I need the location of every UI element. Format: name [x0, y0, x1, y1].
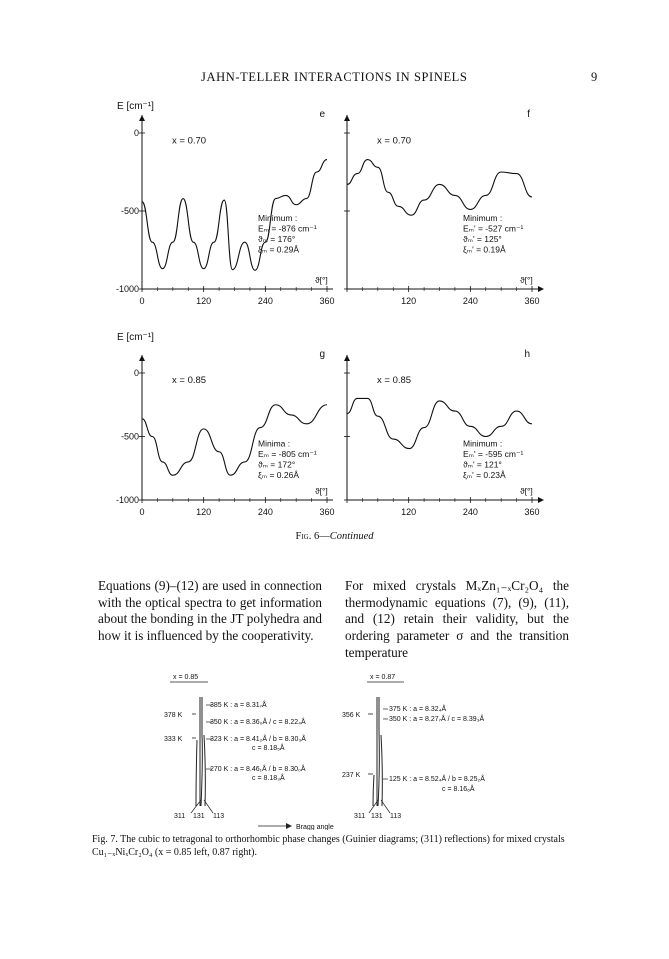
arrow-up-icon	[344, 115, 350, 121]
fig7-left-refl-113: 113	[213, 813, 225, 820]
x-axis-label: ϑ[°]	[520, 275, 533, 285]
fig7-right-refl-311: 311	[354, 813, 366, 820]
y-tick-label: -1000	[115, 284, 139, 294]
x-tick-label: 240	[462, 296, 478, 306]
y-tick-label: 0	[133, 368, 139, 378]
minimum-info-line: ξₘ' = 0.19Å	[463, 244, 506, 255]
fig7-left-refl-131: 131	[193, 813, 205, 820]
x-tick-label: 360	[319, 296, 335, 306]
energy-curve	[142, 160, 327, 271]
minimum-info-line: ϑₘ = 176°	[258, 234, 296, 244]
figure-6-caption	[0, 531, 669, 542]
fig7-right-entry-1: 375 K : a = 8.32₄Å	[389, 706, 447, 713]
fig7-right-refl-131: 131	[371, 813, 383, 820]
energy-curve	[347, 398, 532, 448]
x-tick-label: 120	[196, 296, 212, 306]
y-tick-label: -1000	[115, 495, 139, 505]
fig7-right-temp-1: 356 K	[342, 712, 361, 719]
composition-label: x = 0.70	[377, 135, 412, 147]
page-number: 9	[591, 70, 598, 84]
minimum-info-line: Eₘ' = -527 cm⁻¹	[463, 223, 524, 234]
minimum-info-line: ϑₘ' = 121°	[463, 459, 502, 470]
arrow-up-icon	[139, 355, 145, 361]
x-tick-label: 360	[319, 507, 335, 517]
fig7-left-entry-5: 270 K : a = 8.46₁Å / b = 8.30₀Å	[210, 766, 306, 773]
composition-label: x = 0.85	[172, 374, 207, 386]
energy-curve	[142, 405, 327, 475]
fig7-right-xlabel: x = 0.87	[370, 674, 396, 681]
figure-6	[0, 95, 669, 520]
fig7-left-entry-2: 350 K : a = 8.36₀Å / c = 8.22₄Å	[210, 719, 306, 726]
x-tick-label: 240	[257, 507, 273, 517]
fig7-right-refl-113: 113	[390, 813, 402, 820]
minimum-info-line: Eₘ' = -595 cm⁻¹	[463, 449, 524, 459]
fig6-panel-h	[344, 349, 544, 517]
y-tick-label: -500	[120, 431, 139, 442]
minimum-info-line: ξₘ = 0.29Å	[258, 244, 300, 255]
x-tick-label: 120	[401, 296, 417, 306]
y-tick-label: 0	[133, 128, 139, 138]
x-tick-label: 360	[524, 507, 540, 517]
x-axis-label: ϑ[°]	[315, 275, 328, 285]
fig6-panel-g	[116, 332, 335, 517]
panel-letter: f	[527, 109, 530, 120]
body-left-column: Equations (9)–(12) are used in connection with the optical spectra to get information about the bonding in the JT polyhedra and how it is influenced by the cooperativity.	[98, 578, 322, 644]
arrow-up-icon	[139, 115, 145, 121]
minimum-info-line: Eₘ = -805 cm⁻¹	[258, 449, 317, 459]
minimum-info-line: Minima :	[258, 438, 291, 449]
panel-letter: e	[319, 109, 325, 120]
minimum-info-line: ϑₘ' = 125°	[463, 234, 502, 244]
fig7-left-entry-3: 323 K : a = 8.41₂Å / b = 8.30₃Å	[210, 736, 306, 743]
y-axis-label: E [cm⁻¹]	[117, 332, 154, 343]
arrow-right-icon	[538, 497, 544, 503]
energy-curve	[347, 160, 532, 216]
figure-7-caption: Fig. 7. The cubic to tetragonal to orthorhombic phase changes (Guinier diagrams; (311) reflections) for mixed crystals Cu₁₋ₓNiₓCr₂O₄ (x = 0.85 left, 0.87 right).	[92, 834, 565, 858]
x-tick-label: 360	[524, 296, 540, 306]
y-axis-label: E [cm⁻¹]	[117, 101, 154, 112]
figure-6-caption-prefix: Fig. 6—	[295, 531, 330, 542]
x-tick-label: 120	[401, 507, 417, 517]
fig6-panel-e	[116, 101, 335, 306]
fig7-right-entry-2: 350 K : a = 8.27₇Å / c = 8.39₃Å	[389, 716, 485, 723]
figure-7	[0, 660, 669, 830]
x-tick-label: 0	[139, 507, 145, 517]
fig7-left-entry-6: c = 8.18₃Å	[252, 775, 285, 782]
fig7-left-entry-4: c = 8.18₅Å	[252, 745, 285, 752]
figure-6-caption-suffix: Continued	[329, 531, 374, 542]
y-tick-label: -500	[120, 206, 139, 216]
fig7-right-entry-3: 125 K : a = 8.52₄Å / b = 8.25₂Å	[389, 776, 485, 783]
minimum-info-line: Minimum :	[258, 213, 298, 223]
fig7-right-entry-4: c = 8.16₆Å	[442, 786, 475, 793]
composition-label: x = 0.85	[377, 374, 412, 386]
x-tick-label: 240	[257, 296, 273, 306]
x-tick-label: 120	[196, 507, 212, 517]
fig7-left-refl-311: 311	[174, 813, 186, 820]
fig7-right-temp-2: 237 K	[342, 772, 361, 779]
fig7-left-temp-2: 333 K	[164, 736, 183, 743]
arrow-up-icon	[344, 355, 350, 361]
x-tick-label: 0	[139, 296, 145, 306]
fig6-panel-f	[344, 109, 544, 306]
running-title: JAHN-TELLER INTERACTIONS IN SPINELS	[201, 70, 468, 84]
minimum-info-line: Eₘ = -876 cm⁻¹	[258, 223, 317, 234]
fig7-left-xlabel: x = 0.85	[173, 674, 199, 681]
x-tick-label: 240	[462, 507, 478, 517]
body-right-column: For mixed crystals MₓZn₁₋ₓCr₂O₄ the thermodynamic equations (7), (9), (11), and (12) retain their validity, but the ordering parameter σ and the transition temperature	[345, 578, 569, 660]
composition-label: x = 0.70	[172, 135, 207, 147]
panel-letter: g	[319, 349, 325, 360]
panel-letter: h	[524, 349, 530, 360]
fig7-left-entry-1: 385 K : a = 8.31₇Å	[210, 702, 267, 709]
minimum-info-line: ϑₘ = 172°	[258, 459, 296, 470]
x-axis-label: ϑ[°]	[315, 486, 328, 496]
minimum-info-line: Minimum :	[463, 438, 503, 449]
fig7-axis-label: Bragg angle	[296, 824, 334, 830]
x-axis-label: ϑ[°]	[520, 486, 533, 496]
arrow-right-icon	[286, 823, 292, 829]
minimum-info-line: ξₘ' = 0.23Å	[463, 470, 506, 480]
minimum-info-line: Minimum :	[463, 213, 503, 223]
arrow-right-icon	[538, 286, 544, 292]
minimum-info-line: ξₘ = 0.26Å	[258, 470, 300, 480]
fig7-left-temp-1: 378 K	[164, 712, 183, 719]
